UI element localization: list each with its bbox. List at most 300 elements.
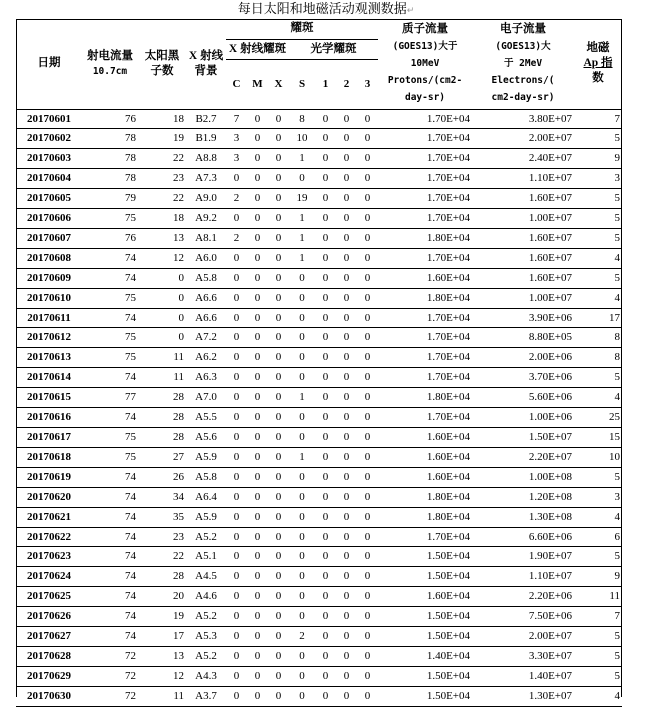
cell-class-1: 0: [315, 686, 336, 706]
cell-ap-index: 5: [614, 132, 620, 145]
cell-sunspots: 28: [173, 570, 184, 583]
cell-xray-background: A5.1: [195, 550, 217, 563]
table-row: [16, 368, 622, 388]
cell-class-m: 0: [254, 132, 261, 145]
table-row: [16, 149, 622, 169]
cell-class-x: 0: [275, 192, 282, 205]
cell-sunspots: 26: [173, 470, 184, 483]
cell-sunspots: 27: [173, 450, 184, 463]
cell-class-m: 0: [254, 152, 261, 165]
cell-class-x: 0: [275, 649, 282, 662]
cell-class-2: 0: [343, 152, 350, 165]
cell-radio-flux: 75: [125, 291, 136, 304]
cell-proton-flux: 1.40E+04: [426, 649, 470, 662]
cell-class-x: 0: [275, 570, 282, 583]
cell-class-c: 0: [233, 391, 240, 404]
cell-class-2: 0: [343, 311, 350, 324]
cell-proton-flux: 1.60E+04: [426, 590, 470, 603]
table-row: [16, 646, 622, 666]
cell-class-1: 0: [322, 251, 329, 264]
cell-class-3: 0: [364, 192, 371, 205]
cell-radio-flux: 72: [125, 649, 136, 662]
cell-proton-flux: 1.50E+04: [426, 570, 470, 583]
cell-electron-flux: 2.20E+06: [528, 590, 572, 603]
cell-electron-flux: 5.60E+06: [528, 391, 572, 404]
cell-class-m: 0: [254, 391, 261, 404]
cell-class-c: 0: [233, 669, 240, 682]
cell-proton-flux: 1.70E+04: [426, 152, 470, 165]
cell-radio-flux: 74: [125, 630, 136, 643]
cell-class-1: 0: [322, 630, 329, 643]
cell-xray-background: A8.1: [195, 231, 217, 244]
table-row: [16, 228, 622, 248]
cell-class-s: 0: [299, 490, 305, 503]
cell-class-2: 0: [343, 431, 350, 443]
cell-proton-flux: 1.50E+04: [426, 610, 470, 623]
cell-xray-background: A6.0: [195, 251, 217, 264]
cell-date: 20170623: [27, 550, 71, 563]
cell-class-3: 0: [364, 510, 371, 523]
cell-class-s: 1: [299, 231, 305, 244]
cell-electron-flux: 1.60E+07: [528, 251, 572, 264]
cell-ap-index: 4: [614, 251, 620, 264]
cell-class-s: 0: [299, 530, 305, 543]
cell-class-s: 1: [299, 251, 305, 264]
cell-date: 20170622: [27, 530, 71, 543]
cell-class-m: 0: [254, 470, 261, 483]
table-header: [16, 19, 622, 109]
cell-sunspots: 0: [178, 291, 184, 304]
cell-class-1: 0: [322, 112, 329, 125]
cell-xray-background: A7.3: [195, 172, 217, 185]
cell-radio-flux: 75: [125, 331, 136, 344]
cell-xray-background: A5.2: [195, 610, 217, 623]
cell-sunspots: 12: [173, 251, 184, 264]
cell-class-3: 0: [364, 669, 371, 682]
cell-electron-flux: 1.00E+07: [528, 291, 572, 304]
cell-class-x: 0: [275, 490, 282, 503]
cell-radio-flux: 76: [125, 112, 136, 125]
cell-proton-flux: 1.60E+04: [426, 431, 470, 443]
cell-proton-flux: 1.70E+04: [426, 371, 470, 384]
cell-radio-flux: 76: [125, 231, 136, 244]
cell-class-3: 0: [364, 490, 371, 503]
cell-xray-background: A4.6: [195, 590, 217, 603]
cell-sunspots: 0: [178, 311, 184, 324]
cell-sunspots: 23: [173, 172, 184, 185]
cell-proton-flux: 1.70E+04: [426, 192, 470, 205]
cell-sunspots: 18: [173, 212, 184, 225]
table-row: [16, 189, 622, 209]
cell-class-1: 0: [322, 331, 329, 344]
cell-sunspots: 22: [173, 550, 184, 563]
cell-ap-index: 5: [614, 630, 620, 643]
cell-class-c: 0: [233, 470, 240, 483]
cell-ap-index: 10: [609, 450, 620, 463]
cell-radio-flux: 74: [125, 490, 136, 503]
cell-proton-flux: 1.60E+04: [426, 271, 470, 284]
cell-sunspots: 34: [173, 490, 184, 503]
header-radio-flux: 射电流量 10.7cm: [82, 19, 138, 109]
cell-class-3: 0: [364, 371, 371, 384]
cell-class-3: 0: [364, 530, 371, 543]
cell-class-c: 0: [233, 251, 240, 264]
cell-radio-flux: 75: [125, 351, 136, 364]
cell-electron-flux: 2.00E+07: [528, 132, 572, 145]
cell-class-1: 0: [322, 411, 329, 424]
cell-class-3: 0: [364, 271, 371, 284]
cell-class-3: 0: [364, 470, 371, 483]
cell-radio-flux: 78: [125, 132, 136, 145]
cell-class-1: 0: [322, 351, 329, 364]
cell-class-s: 1: [299, 391, 305, 404]
cell-class-c: 0: [233, 351, 240, 364]
paragraph-mark-icon: ↵: [406, 6, 415, 16]
cell-class-1: 0: [322, 212, 329, 225]
cell-date: 20170626: [27, 610, 71, 623]
cell-class-x: 0: [275, 112, 282, 125]
cell-electron-flux: 1.50E+07: [528, 431, 572, 443]
cell-proton-flux: 1.70E+04: [426, 212, 470, 225]
cell-ap-index: 9: [614, 570, 620, 583]
cell-date: 20170616: [27, 411, 71, 424]
cell-date: 20170613: [27, 351, 71, 364]
cell-ap-index: 7: [614, 112, 620, 125]
cell-class-3: 0: [364, 411, 371, 424]
cell-sunspots: 17: [173, 630, 184, 643]
cell-date: 20170617: [27, 431, 71, 443]
cell-radio-flux: 77: [125, 391, 136, 404]
cell-class-1: 0: [322, 231, 329, 244]
cell-class-3: 0: [364, 112, 371, 125]
cell-sunspots: 11: [173, 351, 184, 364]
cell-radio-flux: 74: [125, 271, 136, 284]
cell-electron-flux: 1.60E+07: [528, 192, 572, 205]
cell-proton-flux: 1.80E+04: [426, 391, 470, 404]
cell-class-m: 0: [254, 251, 261, 264]
cell-class-3: 0: [364, 212, 371, 225]
cell-electron-flux: 1.10E+07: [528, 570, 572, 583]
cell-xray-background: A5.3: [195, 630, 217, 643]
cell-class-x: 0: [275, 271, 282, 284]
cell-class-m: 0: [254, 311, 261, 324]
cell-ap-index: 5: [614, 669, 620, 682]
cell-class-3: 0: [364, 351, 371, 364]
cell-sunspots: 0: [178, 271, 184, 284]
cell-electron-flux: 8.80E+05: [528, 331, 572, 344]
cell-class-s: 0: [299, 371, 305, 384]
cell-electron-flux: 1.20E+08: [528, 490, 572, 503]
cell-date: 20170624: [27, 570, 71, 583]
cell-class-c: 3: [233, 132, 240, 145]
cell-class-x: 0: [275, 351, 282, 364]
cell-ap-index: 15: [609, 431, 620, 443]
cell-class-m: 0: [254, 291, 261, 304]
cell-electron-flux: 3.80E+07: [528, 112, 572, 125]
cell-ap-index: 8: [614, 331, 620, 344]
cell-class-x: 0: [275, 371, 282, 384]
table-row: [16, 408, 622, 428]
cell-class-m: 0: [254, 649, 261, 662]
cell-class-3: 0: [364, 550, 371, 563]
cell-ap-index: 8: [614, 351, 620, 364]
header-date: 日期: [16, 19, 82, 109]
table-row: [16, 527, 622, 547]
cell-proton-flux: 1.70E+04: [426, 530, 470, 543]
cell-proton-flux: 1.70E+04: [426, 331, 470, 344]
cell-radio-flux: 75: [125, 450, 136, 463]
cell-class-c: 0: [233, 271, 240, 284]
cell-date: 20170629: [27, 669, 71, 682]
cell-class-1: 0: [322, 610, 329, 623]
cell-class-s: 2: [299, 630, 305, 643]
cell-radio-flux: 78: [125, 172, 136, 185]
table-row: [16, 587, 622, 607]
cell-electron-flux: 1.10E+07: [528, 172, 572, 185]
cell-class-x: 0: [275, 411, 282, 424]
cell-class-m: 0: [254, 431, 261, 443]
cell-ap-index: 6: [614, 530, 620, 543]
cell-class-2: 0: [343, 470, 350, 483]
cell-class-c: 0: [233, 610, 240, 623]
cell-proton-flux: 1.70E+04: [426, 251, 470, 264]
cell-class-x: 0: [275, 610, 282, 623]
cell-class-s: 0: [299, 570, 305, 583]
cell-xray-background: B2.7: [195, 112, 217, 125]
cell-class-2: 0: [343, 212, 350, 225]
cell-radio-flux: 74: [125, 371, 136, 384]
cell-class-m: 0: [247, 686, 268, 706]
cell-class-3: 0: [364, 132, 371, 145]
table-row: [16, 328, 622, 348]
cell-sunspots: 23: [173, 530, 184, 543]
cell-class-s: 1: [299, 450, 305, 463]
cell-class-c: 3: [233, 152, 240, 165]
cell-class-m: 0: [254, 570, 261, 583]
cell-class-1: 0: [322, 391, 329, 404]
cell-class-3: 0: [364, 630, 371, 643]
cell-class-1: 0: [322, 172, 329, 185]
cell-proton-flux: 1.60E+04: [426, 470, 470, 483]
cell-class-2: 0: [343, 112, 350, 125]
cell-class-2: 0: [343, 331, 350, 344]
cell-class-s: 0: [299, 649, 305, 662]
header-proton-flux: 质子流量 (GOES13)大于 10MeV Protons/(cm2- day-sr): [378, 19, 472, 109]
cell-proton-flux: 1.70E+04: [426, 311, 470, 324]
cell-class-x: 0: [275, 510, 282, 523]
table-row: [16, 467, 622, 487]
cell-date: 20170612: [27, 331, 71, 344]
cell-electron-flux: 2.40E+07: [528, 152, 572, 165]
cell-radio-flux: 74: [125, 570, 136, 583]
cell-class-3: 0: [364, 391, 371, 404]
cell-class-x: 0: [275, 231, 282, 244]
cell-class-x: 0: [275, 311, 282, 324]
cell-date: 20170604: [27, 172, 71, 185]
cell-class-c: 0: [233, 649, 240, 662]
cell-xray-background: A5.9: [195, 510, 217, 523]
cell-ap-index: 5: [614, 550, 620, 563]
cell-xray-background: A8.8: [195, 152, 217, 165]
cell-class-s: 0: [299, 311, 305, 324]
cell-class-m: 0: [254, 192, 261, 205]
cell-class-2: 0: [343, 371, 350, 384]
cell-xray-background: A5.8: [195, 470, 217, 483]
table-row: [16, 348, 622, 368]
cell-class-c: 0: [233, 550, 240, 563]
cell-class-2: 0: [343, 510, 350, 523]
cell-class-m: 0: [254, 271, 261, 284]
cell-class-c: 0: [233, 311, 240, 324]
cell-class-1: 0: [322, 649, 329, 662]
cell-electron-flux: 6.60E+06: [528, 530, 572, 543]
cell-electron-flux: 1.00E+08: [528, 470, 572, 483]
cell-electron-flux: 1.60E+07: [528, 231, 572, 244]
cell-proton-flux: 1.70E+04: [426, 132, 470, 145]
cell-sunspots: 13: [173, 231, 184, 244]
cell-class-m: 0: [254, 630, 261, 643]
cell-ap-index: 5: [614, 192, 620, 205]
cell-ap-index: 11: [609, 590, 620, 603]
cell-proton-flux: 1.80E+04: [426, 510, 470, 523]
cell-class-2: 0: [343, 669, 350, 682]
cell-class-2: 0: [343, 172, 350, 185]
cell-class-x: 0: [268, 686, 289, 706]
cell-class-s: 0: [299, 271, 305, 284]
header-class-s: S: [289, 59, 315, 109]
cell-class-1: 0: [322, 550, 329, 563]
page-title: 每日太阳和地磁活动观测数据↵: [237, 2, 415, 17]
cell-class-c: 0: [233, 291, 240, 304]
cell-ap-index: 9: [614, 152, 620, 165]
cell-class-m: 0: [254, 351, 261, 364]
cell-date: 20170628: [27, 649, 71, 662]
cell-date: 20170610: [27, 291, 71, 304]
header-optical-flares: 光学耀斑: [289, 39, 378, 59]
cell-class-x: 0: [275, 470, 282, 483]
cell-electron-flux: 1.40E+07: [528, 669, 572, 682]
cell-class-s: 1: [299, 212, 305, 225]
cell-proton-flux: 1.70E+04: [426, 112, 470, 125]
cell-class-m: 0: [254, 231, 261, 244]
cell-radio-flux: 74: [125, 550, 136, 563]
cell-class-1: 0: [322, 371, 329, 384]
cell-class-x: 0: [275, 212, 282, 225]
cell-xray-background: A7.2: [195, 331, 217, 344]
cell-class-c: 0: [233, 450, 240, 463]
cell-class-s: 10: [296, 132, 308, 145]
cell-date: 20170620: [27, 490, 71, 503]
table-row: [16, 487, 622, 507]
cell-class-1: 0: [322, 311, 329, 324]
table-row: [16, 607, 622, 627]
table-row: [16, 388, 622, 408]
cell-date: 20170601: [27, 112, 71, 125]
observation-table: [16, 19, 622, 707]
cell-radio-flux: 74: [125, 251, 136, 264]
cell-class-m: 0: [254, 172, 261, 185]
cell-class-1: 0: [322, 490, 329, 503]
cell-class-m: 0: [254, 669, 261, 682]
cell-class-m: 0: [254, 450, 261, 463]
cell-sunspots: 22: [173, 192, 184, 205]
cell-electron-flux: 7.50E+06: [528, 610, 572, 623]
cell-class-c: 0: [233, 212, 240, 225]
cell-class-2: 0: [343, 391, 350, 404]
cell-class-2: 0: [343, 570, 350, 583]
cell-class-2: 0: [343, 530, 350, 543]
cell-xray-background: A3.7: [186, 686, 226, 706]
cell-class-2: 0: [343, 192, 350, 205]
header-class-3: 3: [357, 59, 378, 109]
cell-date: 20170619: [27, 470, 71, 483]
cell-class-m: 0: [254, 112, 261, 125]
table-row: [16, 109, 622, 129]
cell-xray-background: A5.2: [195, 530, 217, 543]
cell-electron-flux: 1.90E+07: [528, 550, 572, 563]
cell-sunspots: 13: [173, 649, 184, 662]
cell-class-3: 0: [364, 450, 371, 463]
cell-class-m: 0: [254, 510, 261, 523]
cell-xray-background: A4.3: [195, 669, 217, 682]
cell-class-m: 0: [254, 550, 261, 563]
cell-class-c: 0: [233, 371, 240, 384]
cell-class-3: 0: [364, 331, 371, 344]
cell-ap-index: 5: [614, 371, 620, 384]
cell-class-s: 0: [299, 510, 305, 523]
cell-proton-flux: 1.70E+04: [426, 172, 470, 185]
cell-sunspots: 12: [173, 669, 184, 682]
cell-class-1: 0: [322, 132, 329, 145]
cell-xray-background: A5.9: [195, 450, 217, 463]
cell-electron-flux: 2.00E+06: [528, 351, 572, 364]
cell-class-x: 0: [275, 291, 282, 304]
cell-proton-flux: 1.50E+04: [426, 550, 470, 563]
cell-class-m: 0: [254, 610, 261, 623]
cell-radio-flux: 78: [125, 152, 136, 165]
cell-class-2: 0: [343, 649, 350, 662]
cell-date: 20170603: [27, 152, 71, 165]
cell-ap-index: 4: [574, 686, 622, 706]
cell-xray-background: B1.9: [195, 132, 217, 145]
table-row: [16, 129, 622, 149]
header-xray-background: X 射线 背景: [186, 19, 226, 109]
cell-class-3: 0: [364, 172, 371, 185]
table-row: [16, 507, 622, 527]
cell-class-1: 0: [322, 431, 329, 443]
cell-class-x: 0: [275, 450, 282, 463]
cell-class-x: 0: [275, 590, 282, 603]
cell-proton-flux: 1.50E+04: [426, 669, 470, 682]
cell-xray-background: A5.8: [195, 271, 217, 284]
table-row: [16, 547, 622, 567]
cell-date: 20170630: [16, 686, 82, 706]
cell-class-x: 0: [275, 669, 282, 682]
cell-class-s: 0: [299, 550, 305, 563]
cell-radio-flux: 74: [125, 530, 136, 543]
cell-class-2: 0: [343, 490, 350, 503]
cell-sunspots: 18: [173, 112, 184, 125]
cell-electron-flux: 1.30E+07: [472, 686, 574, 706]
cell-class-s: 0: [299, 291, 305, 304]
cell-class-s: 0: [299, 172, 305, 185]
cell-sunspots: 35: [173, 510, 184, 523]
cell-class-c: 7: [233, 112, 240, 125]
cell-class-2: 0: [343, 251, 350, 264]
header-xray-flares: X 射线耀斑: [226, 39, 289, 59]
cell-class-m: 0: [254, 331, 261, 344]
cell-proton-flux: 1.50E+04: [378, 686, 472, 706]
